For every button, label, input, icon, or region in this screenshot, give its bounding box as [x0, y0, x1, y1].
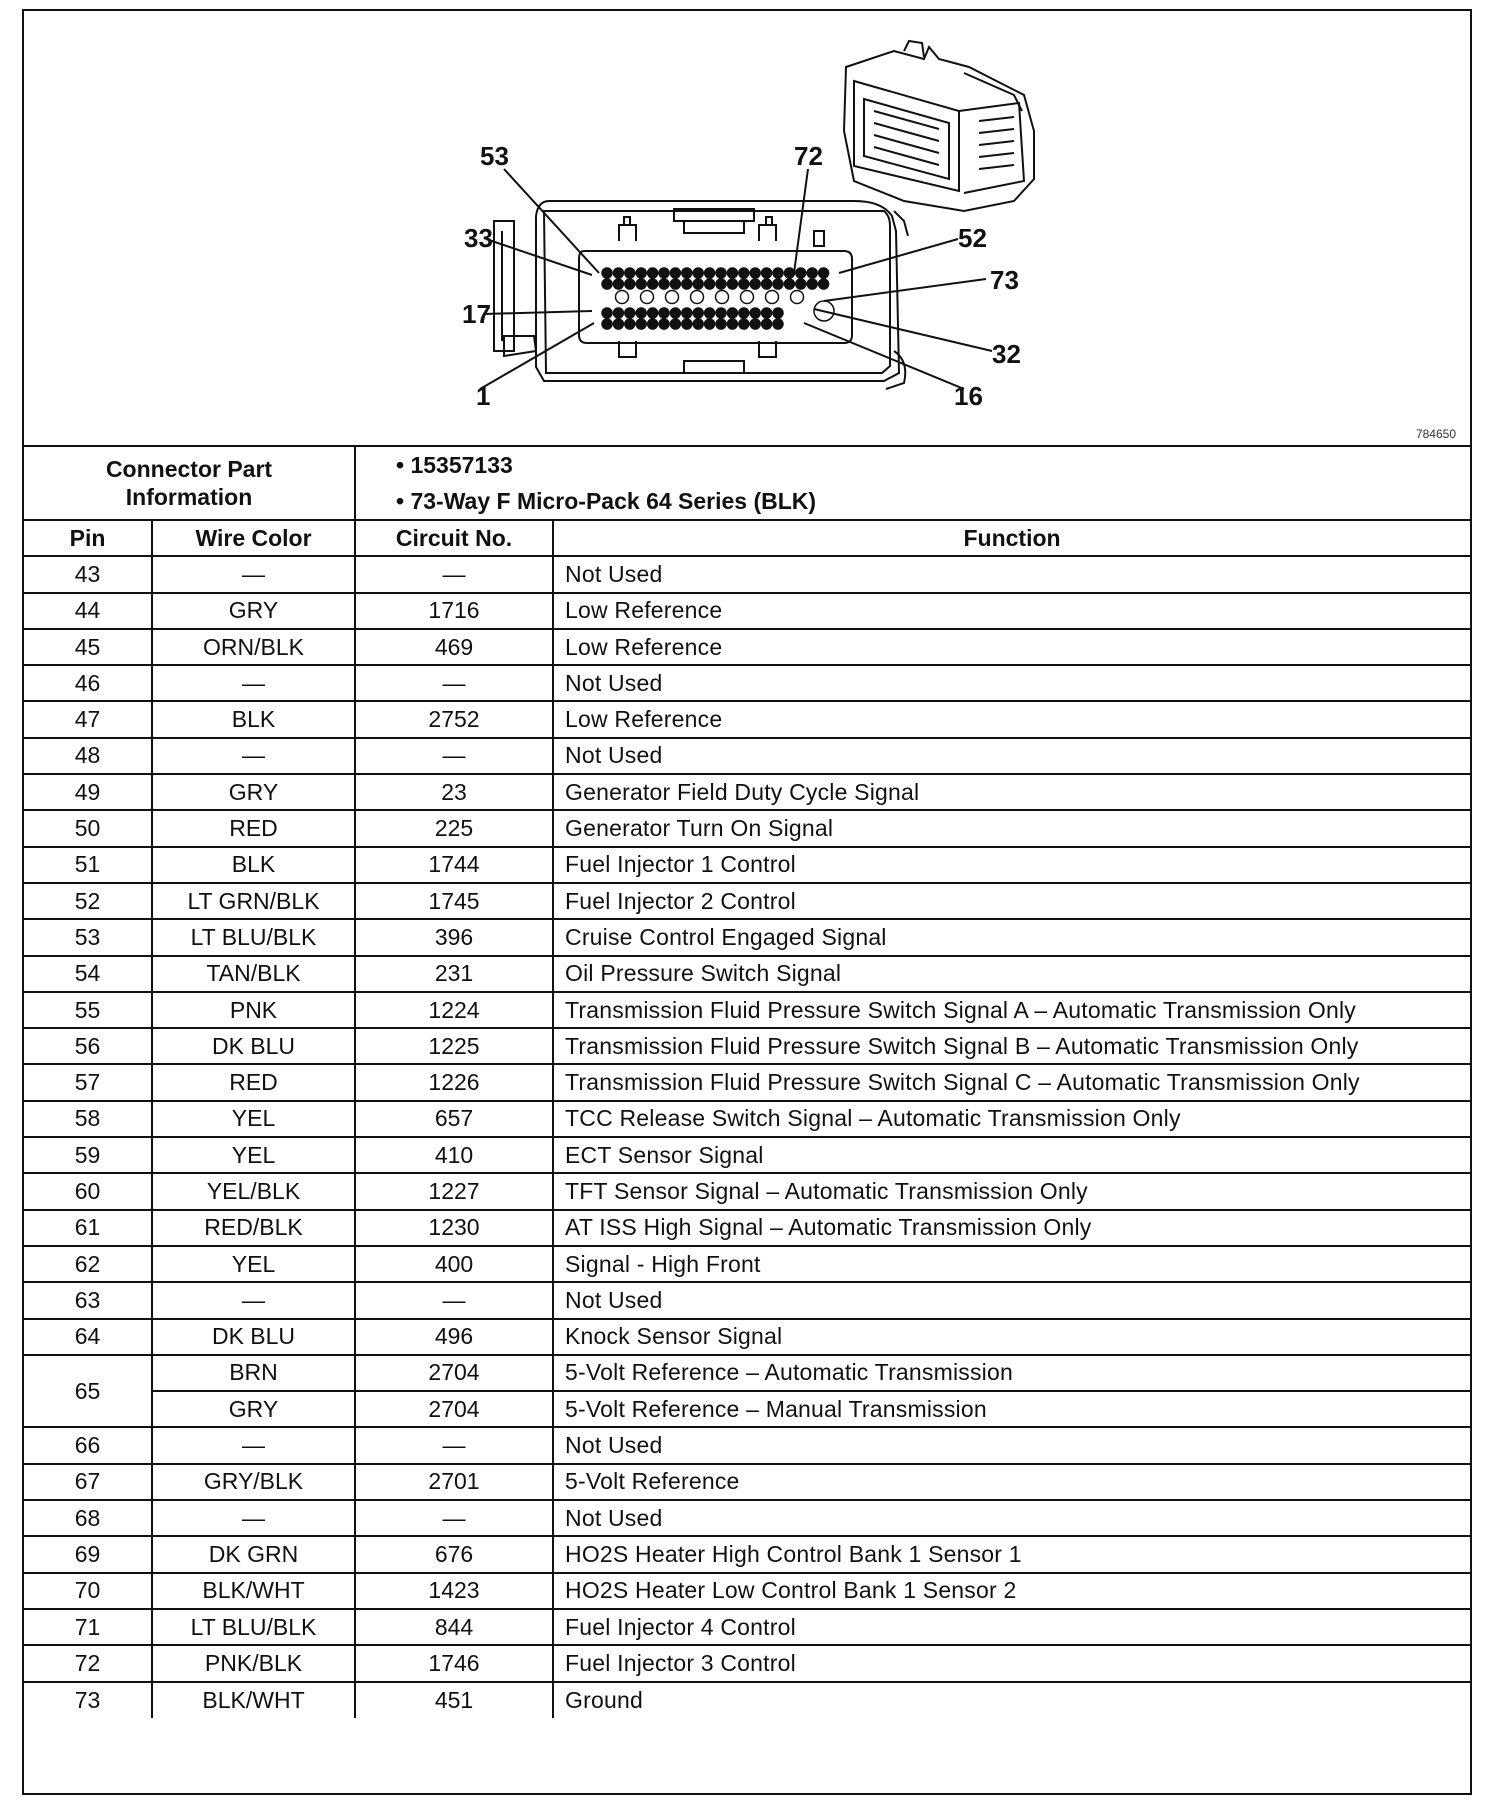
pin-cavity	[659, 308, 669, 318]
pin-label-32: 32	[992, 339, 1021, 369]
pin-cavity	[716, 319, 726, 329]
pin-cavity	[682, 279, 692, 289]
wire-color-cell: GRY/BLK	[152, 1464, 355, 1500]
pin-cavity-open	[641, 291, 654, 304]
table-row	[24, 992, 1470, 1028]
pin-cell: 63	[24, 1282, 152, 1318]
pin-cell: 47	[24, 701, 152, 737]
pin-cavity	[670, 268, 680, 278]
wire-color-cell: —	[152, 738, 355, 774]
pin-cavity-open	[791, 291, 804, 304]
pin-cell: 62	[24, 1246, 152, 1282]
pin-cavity	[762, 268, 772, 278]
table-row	[24, 956, 1470, 992]
pin-cavity	[705, 268, 715, 278]
pin-label-17: 17	[462, 299, 491, 329]
circuit-cell: 451	[355, 1682, 553, 1718]
function-cell: Oil Pressure Switch Signal	[553, 956, 1470, 992]
table-row	[24, 1427, 1470, 1463]
pin-cavity	[613, 268, 623, 278]
pin-cavity	[693, 319, 703, 329]
wire-color-cell: RED/BLK	[152, 1210, 355, 1246]
pin-cavity	[682, 319, 692, 329]
function-cell: Cruise Control Engaged Signal	[553, 919, 1470, 955]
connector-info-values	[355, 447, 1470, 520]
pin-cavity	[613, 308, 623, 318]
pin-cavity	[613, 279, 623, 289]
pin-cavity	[670, 319, 680, 329]
pin-cell: 59	[24, 1137, 152, 1173]
function-cell: Fuel Injector 4 Control	[553, 1609, 1470, 1645]
table-row	[24, 883, 1470, 919]
pin-cell: 52	[24, 883, 152, 919]
circuit-cell: 496	[355, 1319, 553, 1355]
pin-cavity	[636, 319, 646, 329]
pin-cell: 60	[24, 1173, 152, 1209]
pin-cavity	[693, 308, 703, 318]
pin-cavity-open	[716, 291, 729, 304]
pin-cavity	[762, 308, 772, 318]
circuit-cell: 23	[355, 774, 553, 810]
table-row	[24, 593, 1470, 629]
pin-cavity	[693, 279, 703, 289]
pin-cell: 56	[24, 1028, 152, 1064]
circuit-cell: 1224	[355, 992, 553, 1028]
table-row	[24, 774, 1470, 810]
pin-label-16: 16	[954, 381, 983, 411]
header-pin: Pin	[24, 520, 152, 556]
pin-cell: 51	[24, 847, 152, 883]
function-cell: Fuel Injector 2 Control	[553, 883, 1470, 919]
function-cell: 5-Volt Reference – Automatic Transmission	[553, 1355, 1470, 1391]
function-cell: Transmission Fluid Pressure Switch Signal A – Automatic Transmission Only	[553, 992, 1470, 1028]
table-row	[24, 810, 1470, 846]
pin-cavity	[819, 279, 829, 289]
pin-cavity-open	[666, 291, 679, 304]
pin-cell: 57	[24, 1064, 152, 1100]
circuit-cell: 676	[355, 1536, 553, 1572]
table-row	[24, 1682, 1470, 1718]
table-row	[24, 919, 1470, 955]
figure-code: 784650	[1415, 427, 1456, 441]
pin-cell: 53	[24, 919, 152, 955]
circuit-cell: —	[355, 1282, 553, 1318]
circuit-cell: 657	[355, 1101, 553, 1137]
circuit-cell: 1745	[355, 883, 553, 919]
wire-color-cell: BRN	[152, 1355, 355, 1391]
pin-label-72: 72	[794, 141, 823, 171]
circuit-cell: 2704	[355, 1355, 553, 1391]
wire-color-cell: RED	[152, 810, 355, 846]
circuit-cell: 225	[355, 810, 553, 846]
table-row	[24, 1137, 1470, 1173]
table-row	[24, 1609, 1470, 1645]
pin-cell: 70	[24, 1573, 152, 1609]
function-cell: 5-Volt Reference – Manual Transmission	[553, 1391, 1470, 1427]
table-row	[24, 1355, 1470, 1391]
pin-cavity	[648, 279, 658, 289]
pin-cell: 43	[24, 556, 152, 592]
pin-cavity	[739, 319, 749, 329]
function-cell: Generator Field Duty Cycle Signal	[553, 774, 1470, 810]
pin-cavity	[602, 268, 612, 278]
pin-cavity	[613, 319, 623, 329]
pin-cavity	[670, 279, 680, 289]
pin-cell: 61	[24, 1210, 152, 1246]
pin-cavity	[716, 279, 726, 289]
pin-cell: 67	[24, 1464, 152, 1500]
pin-cavity	[796, 279, 806, 289]
pin-label-52: 52	[958, 223, 987, 253]
pin-cavity	[784, 279, 794, 289]
table-row	[24, 701, 1470, 737]
pin-cavity	[659, 268, 669, 278]
pin-cavity	[750, 308, 760, 318]
pin-cavity	[773, 319, 783, 329]
table-row	[24, 629, 1470, 665]
function-cell: AT ISS High Signal – Automatic Transmission Only	[553, 1210, 1470, 1246]
pin-cavity-open	[741, 291, 754, 304]
pin-cavity	[773, 308, 783, 318]
function-cell: TCC Release Switch Signal – Automatic Transmission Only	[553, 1101, 1470, 1137]
function-cell: Ground	[553, 1682, 1470, 1718]
circuit-cell: 469	[355, 629, 553, 665]
pin-cavity	[636, 268, 646, 278]
wire-color-cell: —	[152, 556, 355, 592]
circuit-cell: 1226	[355, 1064, 553, 1100]
pin-cavity	[625, 308, 635, 318]
connector-info-label-line1: Connector Part	[105, 456, 273, 482]
pin-label-1: 1	[476, 381, 491, 411]
pin-cavity	[762, 279, 772, 289]
connector-info-label	[24, 447, 355, 520]
wire-color-cell: GRY	[152, 774, 355, 810]
circuit-cell: 1423	[355, 1573, 553, 1609]
wire-color-cell: BLK	[152, 701, 355, 737]
pin-cavity	[648, 268, 658, 278]
function-cell: Not Used	[553, 665, 1470, 701]
wire-color-cell: YEL	[152, 1137, 355, 1173]
pin-cavity-open	[616, 291, 629, 304]
pin-cavity	[693, 268, 703, 278]
wire-color-cell: GRY	[152, 593, 355, 629]
pin-cavity	[773, 268, 783, 278]
function-cell: Transmission Fluid Pressure Switch Signal B – Automatic Transmission Only	[553, 1028, 1470, 1064]
wire-color-cell: DK BLU	[152, 1028, 355, 1064]
wire-color-cell: RED	[152, 1064, 355, 1100]
pin-label-33: 33	[464, 223, 493, 253]
table-row	[24, 1028, 1470, 1064]
circuit-cell: 400	[355, 1246, 553, 1282]
pin-cavity	[819, 268, 829, 278]
header-function: Function	[553, 520, 1470, 556]
function-cell: HO2S Heater Low Control Bank 1 Sensor 2	[553, 1573, 1470, 1609]
circuit-cell: —	[355, 738, 553, 774]
pin-cavity	[659, 279, 669, 289]
wire-color-cell: YEL/BLK	[152, 1173, 355, 1209]
pin-cavity	[727, 279, 737, 289]
connector-sheet	[22, 9, 1472, 1795]
function-cell: Transmission Fluid Pressure Switch Signal C – Automatic Transmission Only	[553, 1064, 1470, 1100]
pin-cavity	[773, 279, 783, 289]
pin-cell: 50	[24, 810, 152, 846]
wire-color-cell: GRY	[152, 1391, 355, 1427]
pin-cavity	[625, 268, 635, 278]
table-row	[24, 1173, 1470, 1209]
function-cell: 5-Volt Reference	[553, 1464, 1470, 1500]
pin-cavity	[648, 308, 658, 318]
table-row	[24, 1210, 1470, 1246]
wire-color-cell: —	[152, 1427, 355, 1463]
circuit-cell: 1744	[355, 847, 553, 883]
header-circuit-no: Circuit No.	[355, 520, 553, 556]
circuit-cell: 844	[355, 1609, 553, 1645]
pin-cavity	[716, 308, 726, 318]
pin-cavity	[784, 268, 794, 278]
pin-cavity	[705, 319, 715, 329]
function-cell: Low Reference	[553, 701, 1470, 737]
connector-part-number: • 15357133	[396, 452, 513, 478]
pin-cell: 46	[24, 665, 152, 701]
pin-label-53: 53	[480, 141, 509, 171]
circuit-cell: —	[355, 1427, 553, 1463]
table-row	[24, 1101, 1470, 1137]
function-cell: Not Used	[553, 1282, 1470, 1318]
pin-cell: 55	[24, 992, 152, 1028]
pin-cell: 71	[24, 1609, 152, 1645]
pin-cavity	[739, 279, 749, 289]
pin-cell: 45	[24, 629, 152, 665]
pin-cell: 64	[24, 1319, 152, 1355]
pin-cavity	[625, 319, 635, 329]
wire-color-cell: BLK/WHT	[152, 1573, 355, 1609]
wire-color-cell: LT BLU/BLK	[152, 919, 355, 955]
pin-cell: 48	[24, 738, 152, 774]
pin-cavity	[659, 319, 669, 329]
function-cell: HO2S Heater High Control Bank 1 Sensor 1	[553, 1536, 1470, 1572]
wire-color-cell: LT GRN/BLK	[152, 883, 355, 919]
circuit-cell: 2704	[355, 1391, 553, 1427]
function-cell: Low Reference	[553, 593, 1470, 629]
table-row	[24, 1282, 1470, 1318]
circuit-cell: 396	[355, 919, 553, 955]
pin-cavity	[636, 308, 646, 318]
function-cell: Low Reference	[553, 629, 1470, 665]
wire-color-cell: YEL	[152, 1246, 355, 1282]
pin-cavity	[636, 279, 646, 289]
circuit-cell: 1230	[355, 1210, 553, 1246]
table-row	[24, 1536, 1470, 1572]
table-row	[24, 1246, 1470, 1282]
header-wire-color: Wire Color	[152, 520, 355, 556]
pin-cavity	[739, 268, 749, 278]
pin-cavity	[750, 268, 760, 278]
wire-color-cell: —	[152, 665, 355, 701]
pin-cavity-open	[691, 291, 704, 304]
pin-cavity	[648, 319, 658, 329]
function-cell: Generator Turn On Signal	[553, 810, 1470, 846]
pin-cell: 58	[24, 1101, 152, 1137]
pin-cavity	[807, 279, 817, 289]
connector-drawing	[24, 11, 1470, 445]
pin-cavity	[727, 319, 737, 329]
pin-cavity	[602, 319, 612, 329]
circuit-cell: 2701	[355, 1464, 553, 1500]
pin-cell: 44	[24, 593, 152, 629]
pin-cavity	[682, 268, 692, 278]
pin-cell: 65	[24, 1355, 152, 1428]
circuit-cell: 2752	[355, 701, 553, 737]
connector-description: • 73-Way F Micro-Pack 64 Series (BLK)	[396, 488, 817, 514]
pin-cell: 54	[24, 956, 152, 992]
circuit-cell: —	[355, 1500, 553, 1536]
wire-color-cell: PNK	[152, 992, 355, 1028]
pin-cavity	[796, 268, 806, 278]
circuit-cell: 1716	[355, 593, 553, 629]
pin-cavity	[762, 319, 772, 329]
function-cell: Fuel Injector 1 Control	[553, 847, 1470, 883]
pin-cavity-open	[766, 291, 779, 304]
circuit-cell: 1225	[355, 1028, 553, 1064]
wire-color-cell: ORN/BLK	[152, 629, 355, 665]
pinout-table	[24, 447, 1470, 1718]
circuit-cell: —	[355, 665, 553, 701]
function-cell: Not Used	[553, 556, 1470, 592]
connector-3d-view	[844, 41, 1034, 211]
table-row	[24, 1464, 1470, 1500]
wire-color-cell: BLK/WHT	[152, 1682, 355, 1718]
table-row	[24, 1500, 1470, 1536]
table-row	[24, 1391, 1470, 1427]
wire-color-cell: PNK/BLK	[152, 1645, 355, 1681]
pin-cell: 73	[24, 1682, 152, 1718]
function-cell: Not Used	[553, 738, 1470, 774]
wire-color-cell: DK BLU	[152, 1319, 355, 1355]
table-header-row	[24, 520, 1470, 556]
pin-cavity	[602, 308, 612, 318]
pin-cavity	[739, 308, 749, 318]
connector-illustration	[24, 11, 1470, 447]
circuit-cell: 1746	[355, 1645, 553, 1681]
wire-color-cell: BLK	[152, 847, 355, 883]
pin-cell: 68	[24, 1500, 152, 1536]
circuit-cell: 410	[355, 1137, 553, 1173]
circuit-cell: 1227	[355, 1173, 553, 1209]
pin-cell: 49	[24, 774, 152, 810]
pin-cavity	[727, 308, 737, 318]
pin-cavity	[602, 279, 612, 289]
wire-color-cell: —	[152, 1282, 355, 1318]
pin-cavity	[625, 279, 635, 289]
pin-cavity	[727, 268, 737, 278]
table-row	[24, 847, 1470, 883]
pin-cavity	[705, 279, 715, 289]
table-row	[24, 665, 1470, 701]
table-row	[24, 1645, 1470, 1681]
wire-color-cell: —	[152, 1500, 355, 1536]
table-row	[24, 1319, 1470, 1355]
pin-cell: 69	[24, 1536, 152, 1572]
function-cell: ECT Sensor Signal	[553, 1137, 1470, 1173]
function-cell: TFT Sensor Signal – Automatic Transmission Only	[553, 1173, 1470, 1209]
wire-color-cell: TAN/BLK	[152, 956, 355, 992]
function-cell: Signal - High Front	[553, 1246, 1470, 1282]
pin-label-73: 73	[990, 265, 1019, 295]
pin-cavity	[705, 308, 715, 318]
wire-color-cell: YEL	[152, 1101, 355, 1137]
circuit-cell: —	[355, 556, 553, 592]
pin-field	[602, 268, 834, 329]
circuit-cell: 231	[355, 956, 553, 992]
pin-cavity	[750, 319, 760, 329]
table-row	[24, 1064, 1470, 1100]
table-row	[24, 1573, 1470, 1609]
function-cell: Knock Sensor Signal	[553, 1319, 1470, 1355]
wire-color-cell: LT BLU/BLK	[152, 1609, 355, 1645]
wire-color-cell: DK GRN	[152, 1536, 355, 1572]
table-row	[24, 556, 1470, 592]
pin-cavity	[670, 308, 680, 318]
pin-cavity	[750, 279, 760, 289]
table-row	[24, 738, 1470, 774]
function-cell: Fuel Injector 3 Control	[553, 1645, 1470, 1681]
connector-info-row	[24, 447, 1470, 520]
pin-cavity	[682, 308, 692, 318]
pin-cavity	[716, 268, 726, 278]
pin-cell: 72	[24, 1645, 152, 1681]
function-cell: Not Used	[553, 1427, 1470, 1463]
connector-info-label-line2: Information	[125, 484, 253, 510]
pin-cavity	[807, 268, 817, 278]
function-cell: Not Used	[553, 1500, 1470, 1536]
pin-cell: 66	[24, 1427, 152, 1463]
